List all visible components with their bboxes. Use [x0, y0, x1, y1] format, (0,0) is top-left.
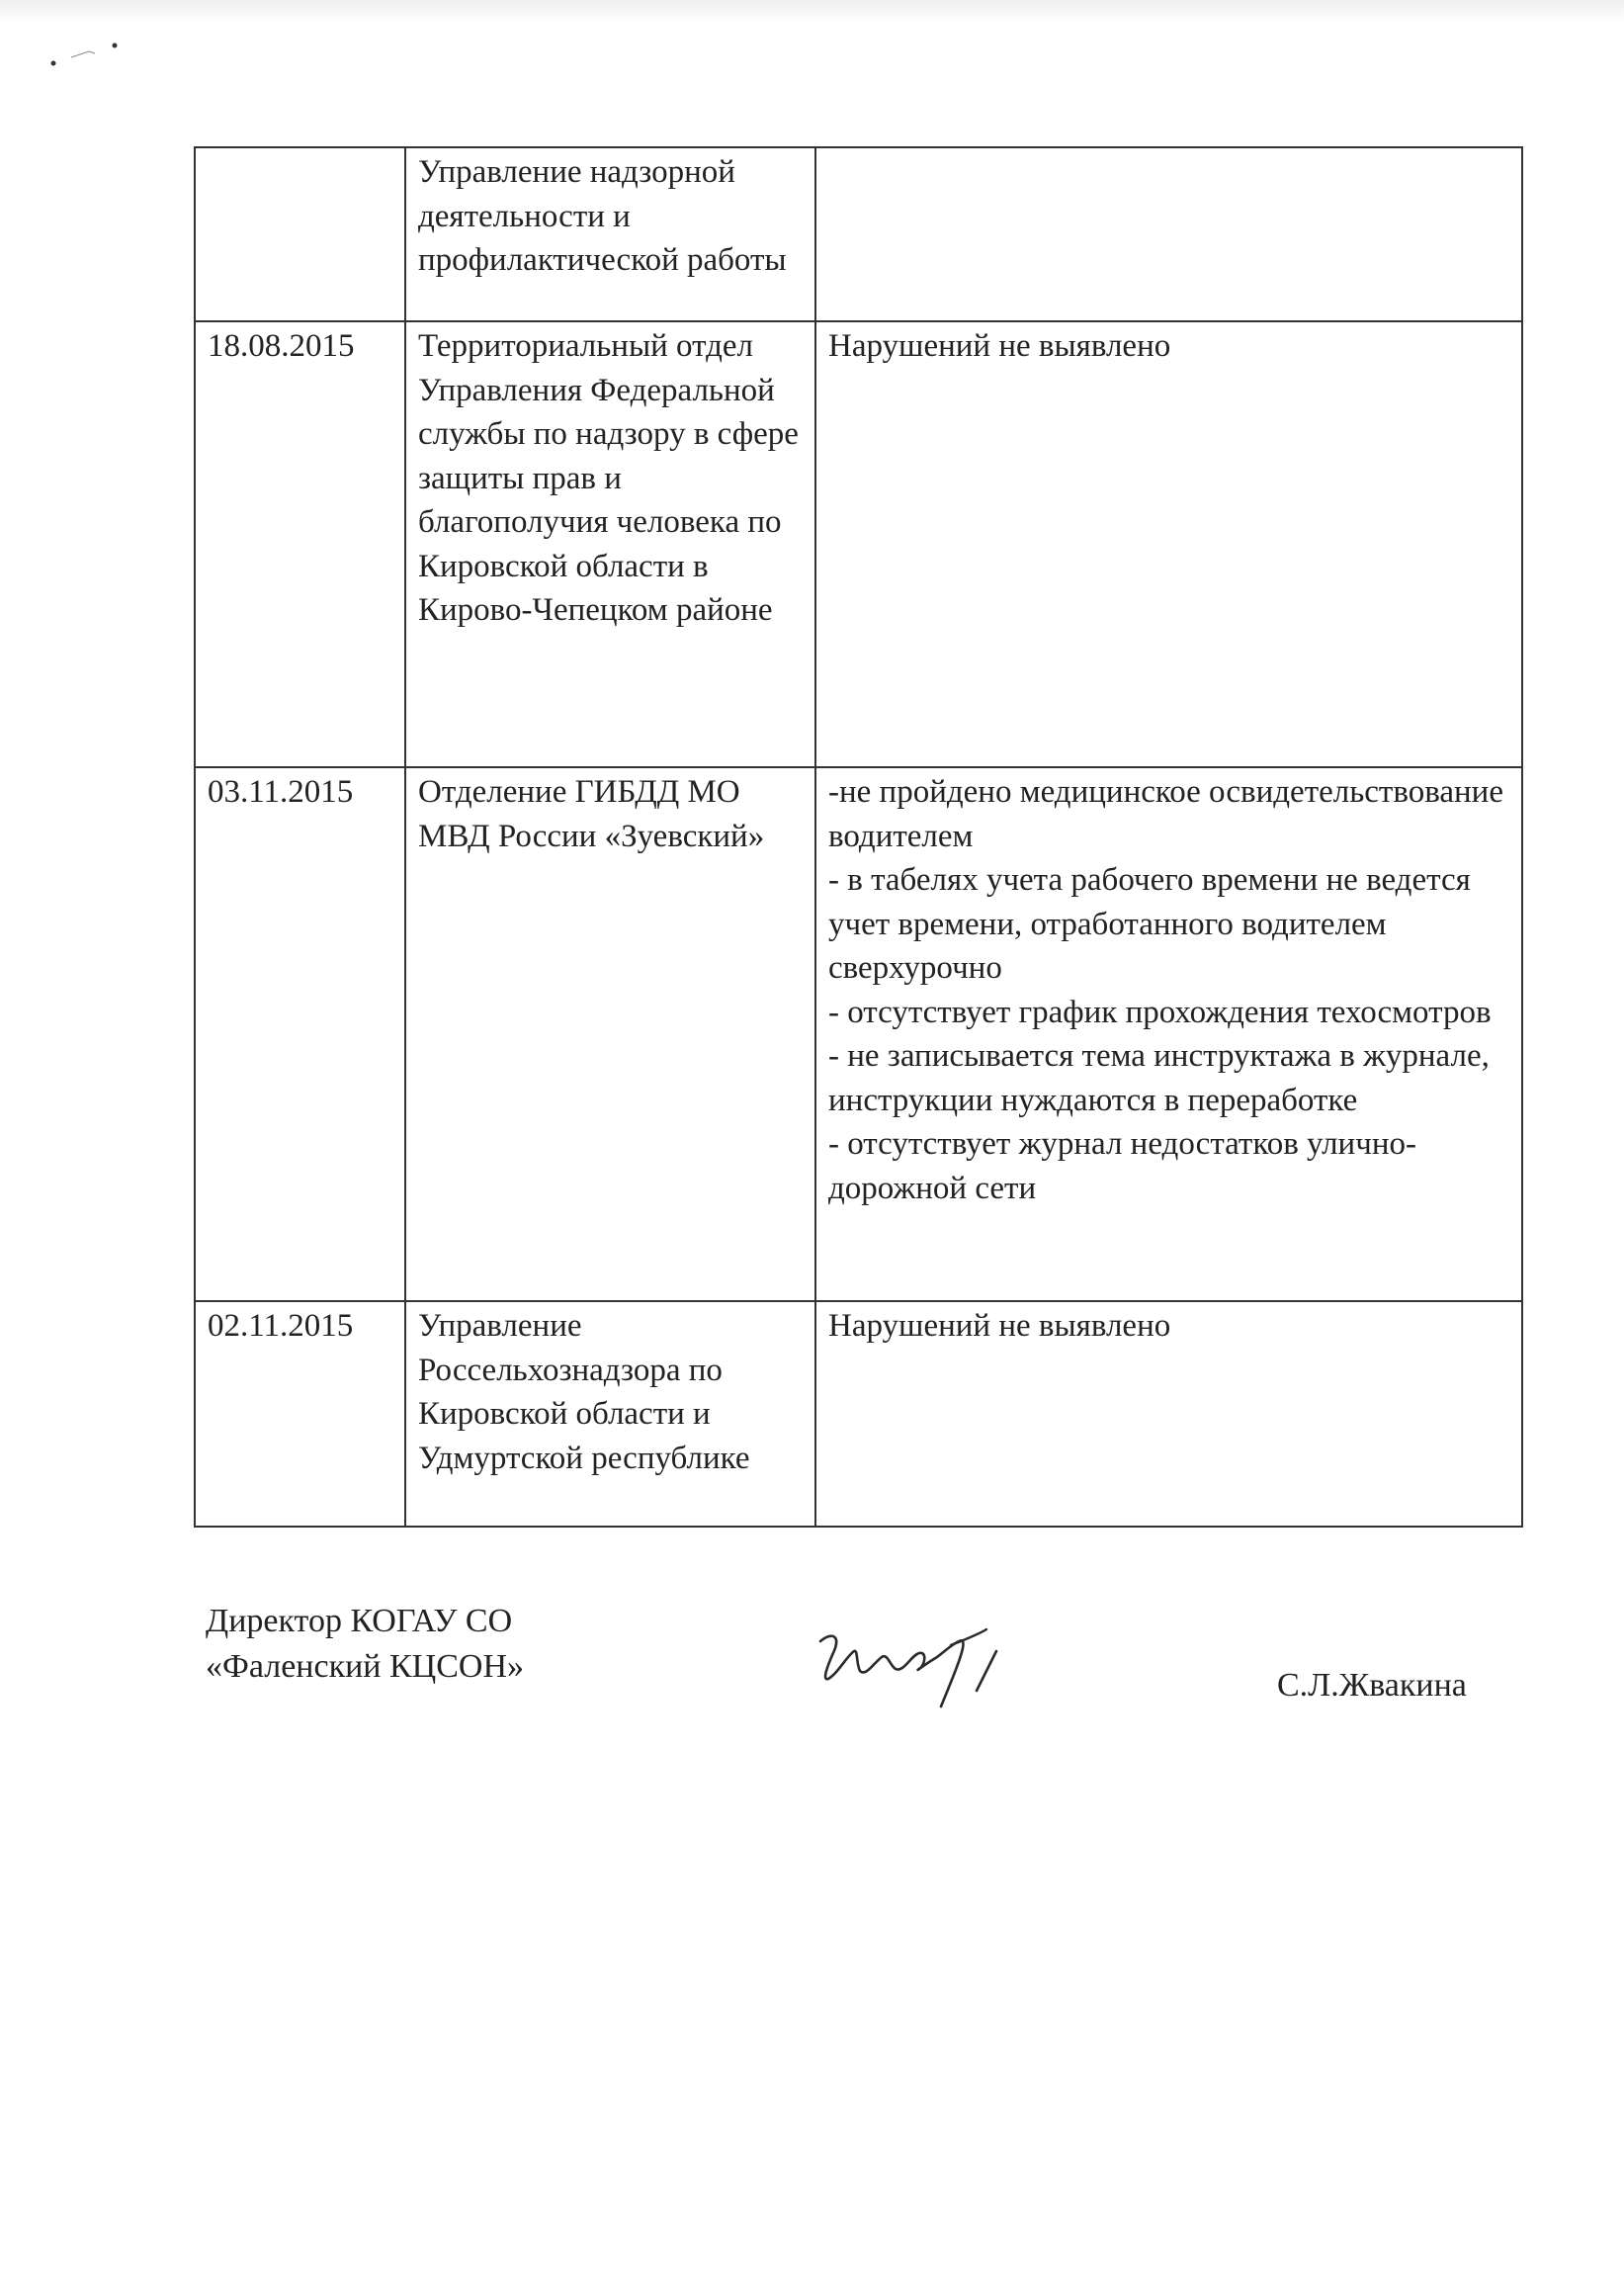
- table-row: [195, 1301, 1522, 1527]
- date-cell: 03.11.2015: [195, 767, 405, 1301]
- authority-cell: Территориальный отдел Управления Федеральной службы по надзору в сфере защиты прав и благополучия человека по Кировской области в Кирово-Чепецком районе: [405, 321, 815, 767]
- result-item: Нарушений не выявлено: [828, 1308, 1171, 1344]
- result-item: - отсутствует журнал недостатков улично-дорожной сети: [828, 1126, 1416, 1206]
- table-body: [195, 147, 1522, 1527]
- results-cell: [815, 1301, 1522, 1527]
- date-cell: [195, 147, 405, 321]
- results-cell: [815, 767, 1522, 1301]
- table-row: [195, 767, 1522, 1301]
- result-item: - не записывается тема инструктажа в журнале, инструкции нуждаются в переработке: [828, 1038, 1490, 1118]
- handwritten-signature: [803, 1612, 1030, 1710]
- results-cell: [815, 321, 1522, 767]
- signatory-name: С.Л.Жвакина: [1277, 1667, 1467, 1704]
- result-item: Нарушений не выявлено: [828, 328, 1171, 364]
- result-item: - в табелях учета рабочего времени не ведется учет времени, отработанного водителем сверхурочно: [828, 862, 1471, 986]
- signatory-position: [206, 1599, 524, 1690]
- date-cell: 02.11.2015: [195, 1301, 405, 1527]
- organization-line: «Фаленский КЦСОН»: [206, 1648, 525, 1685]
- authority-cell: Управление Россельхознадзора по Кировской области и Удмуртской республике: [405, 1301, 815, 1527]
- table-row: [195, 321, 1522, 767]
- scan-edge: [0, 0, 1624, 40]
- table-row: [195, 147, 1522, 321]
- inspections-table: [194, 146, 1523, 1528]
- position-line: Директор КОГАУ СО: [206, 1603, 513, 1639]
- result-item: -не пройдено медицинское освидетельствование водителем: [828, 774, 1503, 854]
- results-cell: [815, 147, 1522, 321]
- authority-cell: Управление надзорной деятельности и профилактической работы: [405, 147, 815, 321]
- scan-specks: [49, 40, 128, 69]
- authority-cell: Отделение ГИБДД МО МВД России «Зуевский»: [405, 767, 815, 1301]
- date-cell: 18.08.2015: [195, 321, 405, 767]
- result-item: - отсутствует график прохождения техосмотров: [828, 994, 1492, 1030]
